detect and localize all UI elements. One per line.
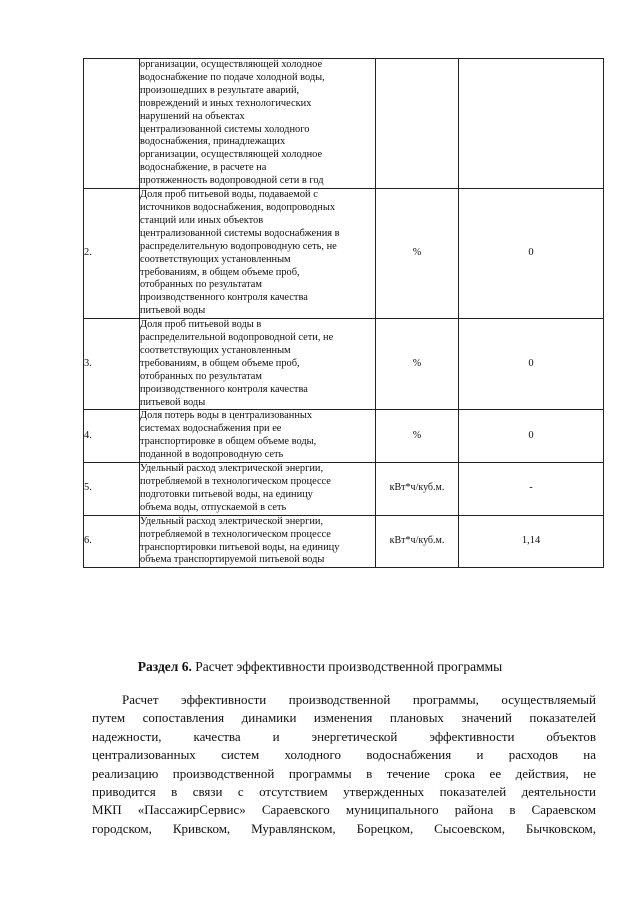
paragraph-line: МКП «ПассажирСервис» Сараевского муниципального района в Сараевском	[92, 802, 596, 818]
value-cell	[459, 59, 604, 189]
description-line: распределительной водопроводной сети, не	[140, 332, 334, 344]
paragraph-line: реализацию производственной программы в течение срока ее действия, не	[92, 765, 596, 781]
description-line: Доля проб питьевой воды в	[140, 319, 262, 331]
paragraph-line: надежности, качества и энергетической эффективности объектов	[92, 728, 596, 744]
description-line: системах водоснабжения при ее	[140, 423, 282, 435]
unit-cell	[376, 189, 459, 319]
description-line: отобранных по результатам	[140, 370, 262, 382]
section-title: Расчет эффективности производственной программы	[191, 659, 503, 674]
row-number	[84, 59, 140, 189]
unit-value: %	[412, 429, 422, 441]
table-row	[84, 189, 604, 319]
table-row	[84, 410, 604, 463]
paragraph-line: путем сопоставления динамики изменения плановых значений показателей	[92, 710, 596, 726]
description-line: объема транспортируемой питьевой воды	[140, 554, 325, 566]
description-line: повреждений и иных технологических	[140, 97, 312, 109]
description-line: требованиям, в общем объеме проб,	[140, 357, 300, 369]
description-line: Удельный расход электрической энергии,	[140, 515, 324, 527]
description-line: поданной в водопроводную сеть	[140, 449, 284, 461]
description-line: транспортировке в общем объеме воды,	[140, 436, 317, 448]
unit-cell	[376, 410, 459, 463]
section-label: Раздел 6.	[137, 659, 192, 674]
unit-cell	[376, 463, 459, 516]
indicator-description	[140, 189, 376, 319]
unit-cell	[376, 319, 459, 410]
description-line: распределительную водопроводную сеть, не	[140, 240, 337, 252]
indicator-value: 0	[528, 247, 534, 259]
indicator-description	[140, 463, 376, 516]
value-cell	[459, 515, 604, 568]
indicators-table	[83, 58, 604, 568]
indicator-description	[140, 319, 376, 410]
unit-cell	[376, 59, 459, 189]
unit-value: %	[412, 357, 422, 369]
row-number: 5.	[84, 463, 140, 516]
row-number: 4.	[84, 410, 140, 463]
indicators-table-body	[84, 59, 604, 568]
description-line: станций или иных объектов	[140, 214, 264, 226]
description-line: производственного контроля качества	[140, 383, 308, 395]
paragraph-line: Расчет эффективности производственной программы, осуществляемый	[122, 692, 596, 707]
indicator-description	[140, 410, 376, 463]
description-line: производственного контроля качества	[140, 292, 308, 304]
description-line: транспортировки питьевой воды, на единицу	[140, 541, 340, 553]
description-line: Доля потерь воды в централизованных	[140, 410, 313, 422]
description-line: соответствующих установленным	[140, 344, 291, 356]
description-line: потребляемой в технологическом процессе	[140, 476, 331, 487]
paragraph-line: городском, Кривском, Муравлянском, Борецком, Сысоевском, Бычковском,	[92, 820, 596, 836]
description-line: водоснабжения, принадлежащих	[140, 136, 286, 148]
body-paragraph	[92, 691, 596, 838]
table-row	[84, 515, 604, 568]
indicator-description	[140, 515, 376, 568]
section-heading	[0, 659, 640, 675]
description-line: произошедших в результате аварий,	[140, 84, 300, 96]
unit-cell	[376, 515, 459, 568]
value-cell	[459, 189, 604, 319]
unit-value: %	[412, 247, 422, 259]
description-line: нарушений на объектах	[140, 110, 245, 122]
value-cell	[459, 463, 604, 516]
description-line: потребляемой в технологическом процессе	[140, 528, 331, 540]
description-line: централизованной системы водоснабжения в	[140, 227, 340, 239]
description-line: питьевой воды	[140, 396, 206, 408]
indicator-value: 0	[528, 357, 534, 369]
description-line: Удельный расход электрической энергии,	[140, 463, 324, 475]
description-line: источников водоснабжения, водопроводных	[140, 201, 336, 213]
indicator-value: -	[529, 482, 533, 494]
row-number: 2.	[84, 189, 140, 319]
value-cell	[459, 319, 604, 410]
table-row	[84, 319, 604, 410]
indicator-description	[140, 59, 376, 189]
paragraph-line: приводится в связи с отсутствием утвержденных показателей деятельности	[92, 784, 596, 800]
description-line: централизованной системы холодного	[140, 123, 310, 135]
row-number: 6.	[84, 515, 140, 568]
paragraph-line: централизованных систем холодного водоснабжения и расходов на	[92, 747, 596, 763]
unit-value: кВт*ч/куб.м.	[389, 535, 445, 547]
indicator-value: 0	[528, 429, 534, 441]
table-row	[84, 463, 604, 516]
row-number: 3.	[84, 319, 140, 410]
value-cell	[459, 410, 604, 463]
description-line: подготовки питьевой воды, на единицу	[140, 488, 313, 500]
description-line: объема воды, отпускаемой в сеть	[140, 501, 287, 513]
description-line: организации, осуществляющей холодное	[140, 59, 323, 70]
table-row	[84, 59, 604, 189]
indicator-value: 1,14	[521, 535, 541, 547]
description-line: водоснабжение, в расчете на	[140, 162, 267, 174]
description-line: требованиям, в общем объеме проб,	[140, 266, 300, 278]
description-line: водоснабжение по подаче холодной воды,	[140, 71, 325, 83]
description-line: Доля проб питьевой воды, подаваемой с	[140, 189, 318, 201]
description-line: протяженность водопроводной сети в год	[140, 175, 324, 187]
description-line: организации, осуществляющей холодное	[140, 149, 323, 161]
description-line: питьевой воды	[140, 305, 206, 317]
description-line: отобранных по результатам	[140, 279, 262, 291]
description-line: соответствующих установленным	[140, 253, 291, 265]
unit-value: кВт*ч/куб.м.	[389, 482, 445, 494]
